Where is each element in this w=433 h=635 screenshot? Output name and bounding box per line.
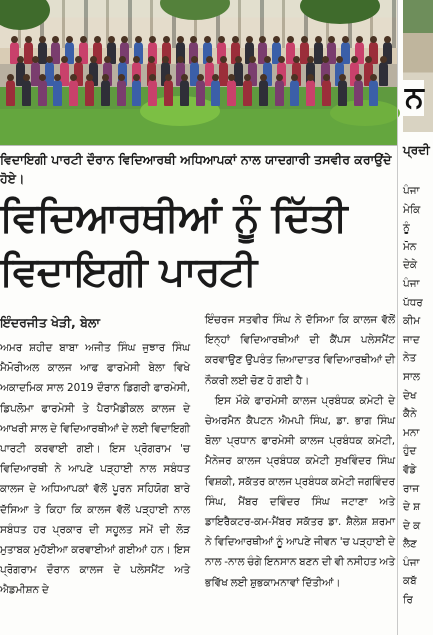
adjacent-text-line: ਨੂੰ: [403, 222, 410, 235]
photo-person-head: [351, 56, 358, 63]
paragraph: ਇੰਚਰਜ ਸਤਵੀਰ ਸਿੰਘ ਨੇ ਦੱਸਿਆ ਕਿ ਕਾਲਜ ਵੱਲੋਂ ਇਨ੍ਹਾਂ ਵਿਦਿਆਰਥੀਆਂ ਦੀ ਕੈਂਪਸ ਪਲੇਸਮੈਂਟ ਕਰਵਾਉਣ ਉਪਰੰਤ ਜ਼ਿਆਦਾਤਰ ਵਿਦਿਆਰਥੀਆਂ ਦੀ ਨੌਕਰੀ ਲਈ ਚੋਣ ਹੋ ਗਈ ਹੈ।: [205, 314, 395, 387]
photo-person-head: [232, 36, 239, 43]
adjacent-text-line: ਕੈਨੇ: [403, 408, 417, 421]
photo-person: [38, 80, 47, 106]
headline-line-1: ਵਿਦਿਆਰਥੀਆਂ ਨੂੰ ਦਿੱਤੀ: [0, 195, 347, 241]
adjacent-text: [403, 182, 423, 610]
photo-person-head: [177, 36, 184, 43]
photo-person: [148, 80, 157, 106]
photo-person-head: [278, 56, 285, 63]
photo-person-head: [293, 56, 300, 63]
photo-person: [117, 80, 126, 106]
group-photo: [0, 0, 397, 145]
photo-person-head: [177, 56, 184, 63]
photo-person-head: [86, 74, 93, 81]
adjacent-text-line: ਦੇ ਸ਼: [403, 501, 421, 514]
adjacent-text-line: ਮਨਾ: [403, 426, 420, 439]
photo-person-head: [246, 36, 253, 43]
photo-person-head: [104, 56, 111, 63]
byline: ਇੰਦਰਜੀਤ ਖੇੜੀ, ਬੇਲਾ: [0, 315, 100, 330]
photo-person-head: [119, 56, 126, 63]
photo-person-head: [307, 56, 314, 63]
photo-person: [354, 80, 363, 106]
photo-person-head: [7, 74, 14, 81]
article-column-1: [0, 338, 190, 601]
photo-person-head: [102, 74, 109, 81]
photo-person-head: [244, 74, 251, 81]
photo-person-head: [206, 56, 213, 63]
adjacent-text-line: ਦੇਖ: [403, 389, 417, 402]
photo-person-head: [301, 36, 308, 43]
column-divider: [397, 0, 398, 635]
photo-person-head: [365, 56, 372, 63]
paragraph: ਅਮਰ ਸ਼ਹੀਦ ਬਾਬਾ ਅਜੀਤ ਸਿੰਘ ਜੁਝਾਰ ਸਿੰਘ ਮੈਮੋਰੀਅਲ ਕਾਲਜ ਆਫ ਫਾਰਮੇਸੀ ਬੇਲਾ ਵਿਖੇ ਅਕਾਦਮਿਕ ਸਾਲ 2019 ਦੌਰਾਨ ਡਿਗਰੀ ਫਾਰਮੇਸੀ, ਡਿਪਲੋਮਾ ਫਾਰਮੇਸੀ ਤੇ ਪੈਰਾਮੈਡੀਕਲ ਕਾਲਜ ਦੇ ਆਖਰੀ ਸਾਲ ਦੇ ਵਿਦਿਆਰਥੀਆਂ ਦੇ ਲਈ ਵਿਦਾਇਗੀ ਪਾਰਟੀ ਕਰਵਾਈ ਗਈ। ਇਸ ਪ੍ਰੋਗਰਾਮ 'ਚ ਵਿਦਿਆਰਥੀ ਨੇ ਆਪਣੇ ਪੜ੍ਹਾਈ ਨਾਲ ਸਬੰਧਤ ਕਾਲਜ ਦੇ ਅਧਿਆਪਕਾਂ ਵੱਲੋਂ ਪੂਰਨ ਸਹਿਯੋਗ ਬਾਰੇ ਦੱਸਿਆ ਤੇ ਕਿਹਾ ਕਿ ਕਾਲਜ ਵੱਲੋਂ ਪੜ੍ਹਾਈ ਨਾਲ ਸਬੰਧਤ ਹਰ ਪ੍ਰਕਾਰ ਦੀ ਸਹੂਲਤ ਸਮੇਂ ਦੀ ਲੋੜ ਮੁਤਾਬਕ ਮੁਹੱਈਆ ਕਰਵਾਈਆਂ ਗਈਆਂ ਹਨ। ਇਸ ਪ੍ਰੋਗਰਾਮ ਦੌਰਾਨ ਕਾਲਜ ਦੇ ਪਲੇਸਮੈਂਟ ਅਤੇ ਐਡਮੀਸ਼ਨ ਦੇ: [0, 342, 190, 597]
photo-person: [132, 80, 141, 106]
photo-person-head: [25, 36, 32, 43]
photo-person-head: [249, 56, 256, 63]
photo-person-head: [118, 74, 125, 81]
photo-person-head: [197, 74, 204, 81]
photo-person-head: [260, 74, 267, 81]
photo-person: [196, 80, 205, 106]
photo-person-head: [384, 36, 391, 43]
adjacent-subhead: ਪ੍ਰਦੀ: [403, 143, 430, 157]
adjacent-headline: ਨ: [405, 80, 424, 115]
photo-person-head: [149, 36, 156, 43]
photo-person-head: [32, 56, 39, 63]
photo-person: [211, 80, 220, 106]
adjacent-text-line: ਨੇਤ: [403, 352, 417, 365]
photo-person-head: [39, 36, 46, 43]
photo-person: [369, 80, 378, 106]
photo-person-head: [355, 74, 362, 81]
adjacent-text-line: ਪੱਧਰ: [403, 296, 423, 309]
photo-person-head: [339, 74, 346, 81]
photo-person-head: [165, 74, 172, 81]
adjacent-text-line: ਪੰਜਾ: [403, 185, 420, 197]
adjacent-text-line: ਪੰਜਾ: [403, 277, 420, 290]
photo-person: [275, 80, 284, 106]
photo-person-head: [181, 74, 188, 81]
photo-person: [69, 80, 78, 106]
photo-person-head: [133, 56, 140, 63]
photo-person: [180, 80, 189, 106]
adjacent-text-line: ਮੇਕਿ: [403, 203, 421, 216]
adjacent-text-line: ਰਾਜ: [403, 482, 420, 495]
photo-person-head: [11, 36, 18, 43]
adjacent-article: [403, 0, 430, 635]
article-column-2: [205, 310, 395, 593]
adjacent-text-line: ਸਾਲ: [403, 370, 420, 383]
photo-person-head: [191, 56, 198, 63]
photo-person: [322, 80, 331, 106]
photo-person-head: [90, 56, 97, 63]
photo-person-head: [75, 56, 82, 63]
photo-person: [85, 80, 94, 106]
paragraph: ਇਸ ਮੌਕੇ ਫਾਰਮੇਸੀ ਕਾਲਜ ਪ੍ਰਬੰਧਕ ਕਮੇਟੀ ਦੇ ਚੇਅਰਮੈਨ ਕੈਪਟਨ ਐਮਪੀ ਸਿੰਘ, ਡਾ. ਭਾਗ ਸਿੰਘ ਬੋਲਾ ਪ੍ਰਧਾਨ ਫਾਰਮੇਸੀ ਕਾਲਜ ਪ੍ਰਬੰਧਕ ਕਮੇਟੀ, ਮੈਨੇਜਰ ਕਾਲਜ ਪ੍ਰਬੰਧਕ ਕਮੇਟੀ ਸੁਖਵਿੰਦਰ ਸਿੰਘ ਵਿਸ਼ਕੀ, ਸਕੱਤਰ ਕਾਲਜ ਪ੍ਰਬੰਧਕ ਕਮੇਟੀ ਜਗਵਿੰਦਰ ਸਿੰਘ, ਮੈਂਬਰ ਦਵਿੰਦਰ ਸਿੰਘ ਜਟਾਣਾ ਅਤੇ ਡਾਇਰੈਕਟਰ-ਕਮ-ਮੈਂਬਰ ਸਕੱਤਰ ਡਾ. ਸ਼ੈਲੇਸ਼ ਸ਼ਰਮਾ ਨੇ ਵਿਦਿਆਰਥੀਆਂ ਨੂੰ ਆਪਣੇ ਜੀਵਨ 'ਚ ਪੜ੍ਹਾਈ ਦੇ ਨਾਲ -ਨਾਲ ਚੰਗੇ ਇਨਸਾਨ ਬਣਨ ਦੀ ਵੀ ਨਸੀਹਤ ਅਤੇ ਭਵਿੱਖ ਲਈ ਸ਼ੁਭਕਾਮਨਾਵਾਂ ਦਿੱਤੀਆਂ।: [205, 394, 395, 589]
adjacent-text-line: ਵੱਡੇ: [403, 463, 417, 476]
photo-person-head: [276, 74, 283, 81]
photo-person-head: [323, 74, 330, 81]
photo-person-head: [162, 56, 169, 63]
photo-person: [6, 80, 15, 106]
adjacent-text-line: ਰਿ: [403, 594, 413, 607]
adjacent-text-line: ਦੇ ਕ: [403, 519, 421, 532]
photo-person-head: [264, 56, 271, 63]
photo-person-head: [17, 56, 24, 63]
photo-rule: [0, 145, 397, 146]
photo-person-head: [370, 36, 377, 43]
adjacent-text-line: ਮੋਨ: [403, 240, 417, 253]
photo-person: [243, 80, 252, 106]
photo-person: [338, 80, 347, 106]
headline-line-2: ਵਿਦਾਇਗੀ ਪਾਰਟੀ: [0, 249, 257, 295]
adjacent-text-line: ਕੀਮ: [403, 315, 421, 328]
photo-person-head: [163, 36, 170, 43]
photo-person: [306, 80, 315, 106]
photo-person: [227, 80, 236, 106]
photo-person-head: [80, 36, 87, 43]
photo-person-head: [315, 36, 322, 43]
adjacent-text-line: ਕਬੱ: [403, 575, 417, 588]
adjacent-text-line: ਪੰਜਾ: [403, 556, 420, 569]
photo-person-head: [356, 36, 363, 43]
photo-person-head: [322, 56, 329, 63]
photo-person: [379, 62, 388, 86]
photo-person-head: [23, 74, 30, 81]
photo-person-head: [287, 36, 294, 43]
headline: [0, 191, 395, 299]
photo-person: [259, 80, 268, 106]
photo-person-head: [148, 56, 155, 63]
adjacent-text-line: ਲੈਣ: [403, 538, 417, 551]
photo-person-head: [380, 56, 387, 63]
photo-person-head: [336, 56, 343, 63]
adjacent-text-line: ਦੇਕੇ: [403, 259, 417, 272]
photo-person-head: [220, 56, 227, 63]
photo-person-head: [61, 56, 68, 63]
photo-caption: ਵਿਦਾਇਗੀ ਪਾਰਟੀ ਦੌਰਾਨ ਵਿਦਿਆਰਥੀ ਅਧਿਆਪਕਾਂ ਨਾਲ ਯਾਦਗਾਰੀ ਤਸਵੀਰ ਕਰਾਉਂਦੇ ਹੋਏ।: [0, 152, 392, 186]
photo-person-head: [46, 56, 53, 63]
adjacent-text-line: ਜਾਦ: [403, 333, 420, 346]
photo-person-head: [108, 36, 115, 43]
adjacent-text-line: ਹੁੰਦ: [403, 445, 417, 458]
photo-person-head: [235, 56, 242, 63]
photo-person: [164, 80, 173, 106]
photo-person: [101, 80, 110, 106]
photo-person: [22, 80, 31, 106]
photo-person-head: [39, 74, 46, 81]
photo-person-head: [94, 36, 101, 43]
photo-person: [290, 80, 299, 106]
photo-person-head: [218, 36, 225, 43]
photo-person: [53, 80, 62, 106]
photo-person: [327, 42, 336, 64]
